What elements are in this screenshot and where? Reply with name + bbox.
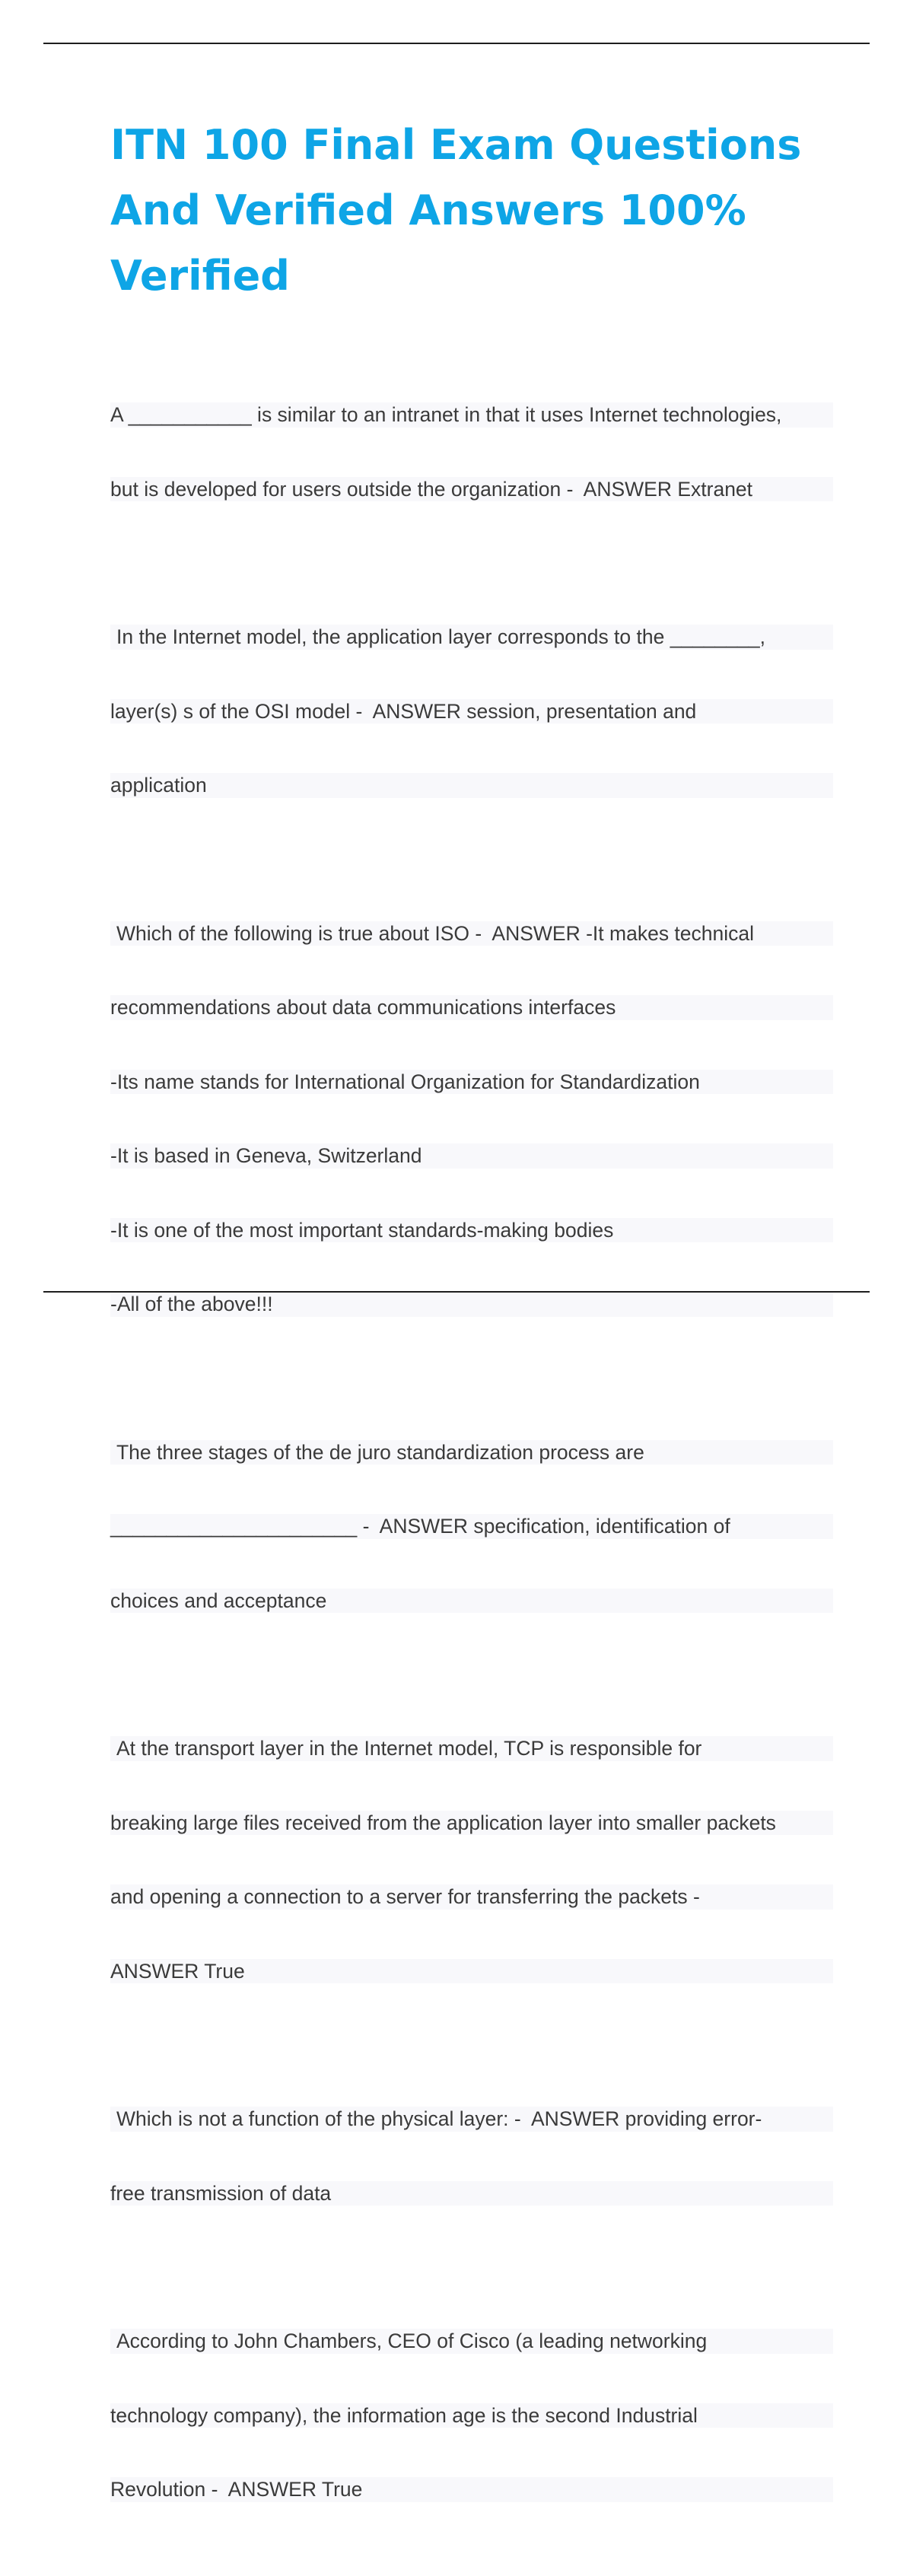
qa-line: A ___________ is similar to an intranet in that it uses Internet technologies, <box>110 402 833 428</box>
bottom-rule <box>43 1291 870 1293</box>
qa-item-1 <box>110 353 833 551</box>
qa-line: According to John Chambers, CEO of Cisco (a leading networking <box>110 2329 833 2354</box>
qa-item-7 <box>110 2279 833 2552</box>
qa-line: but is developed for users outside the organization - ANSWER Extranet <box>110 477 833 502</box>
qa-list <box>110 353 833 2576</box>
qa-line: Revolution - ANSWER True <box>110 2477 833 2502</box>
qa-line: The three stages of the de juro standardization process are <box>110 1440 833 1465</box>
qa-line: application <box>110 773 833 798</box>
qa-line: Which of the following is true about ISO - ANSWER -It makes technical <box>110 921 833 946</box>
qa-line: ______________________ - ANSWER specification, identification of <box>110 1514 833 1539</box>
qa-line: layer(s) s of the OSI model - ANSWER session, presentation and <box>110 699 833 724</box>
qa-item-2 <box>110 575 833 848</box>
qa-item-4 <box>110 1391 833 1663</box>
qa-item-6 <box>110 2057 833 2255</box>
document-title <box>110 113 841 309</box>
qa-line: -All of the above!!! <box>110 1292 833 1317</box>
qa-line: At the transport layer in the Internet model, TCP is responsible for <box>110 1736 833 1761</box>
title-line-2: And Verified Answers 100% <box>110 186 746 234</box>
qa-line: and opening a connection to a server for transferring the packets - <box>110 1884 833 1910</box>
qa-line: -Its name stands for International Organization for Standardization <box>110 1070 833 1095</box>
qa-line: free transmission of data <box>110 2181 833 2206</box>
qa-line: recommendations about data communications interfaces <box>110 995 833 1020</box>
qa-line: ANSWER True <box>110 1959 833 1984</box>
qa-line: breaking large files received from the application layer into smaller packets <box>110 1811 833 1836</box>
title-line-3: Verified <box>110 252 290 300</box>
top-rule <box>43 43 870 44</box>
title-line-1: ITN 100 Final Exam Questions <box>110 121 802 169</box>
qa-line: technology company), the information age is the second Industrial <box>110 2403 833 2428</box>
qa-item-5 <box>110 1687 833 2033</box>
qa-line: -It is one of the most important standards-making bodies <box>110 1218 833 1243</box>
qa-line: In the Internet model, the application layer corresponds to the ________, <box>110 625 833 650</box>
qa-line: choices and acceptance <box>110 1589 833 1614</box>
qa-line: -It is based in Geneva, Switzerland <box>110 1143 833 1169</box>
qa-line: Which is not a function of the physical layer: - ANSWER providing error- <box>110 2107 833 2132</box>
